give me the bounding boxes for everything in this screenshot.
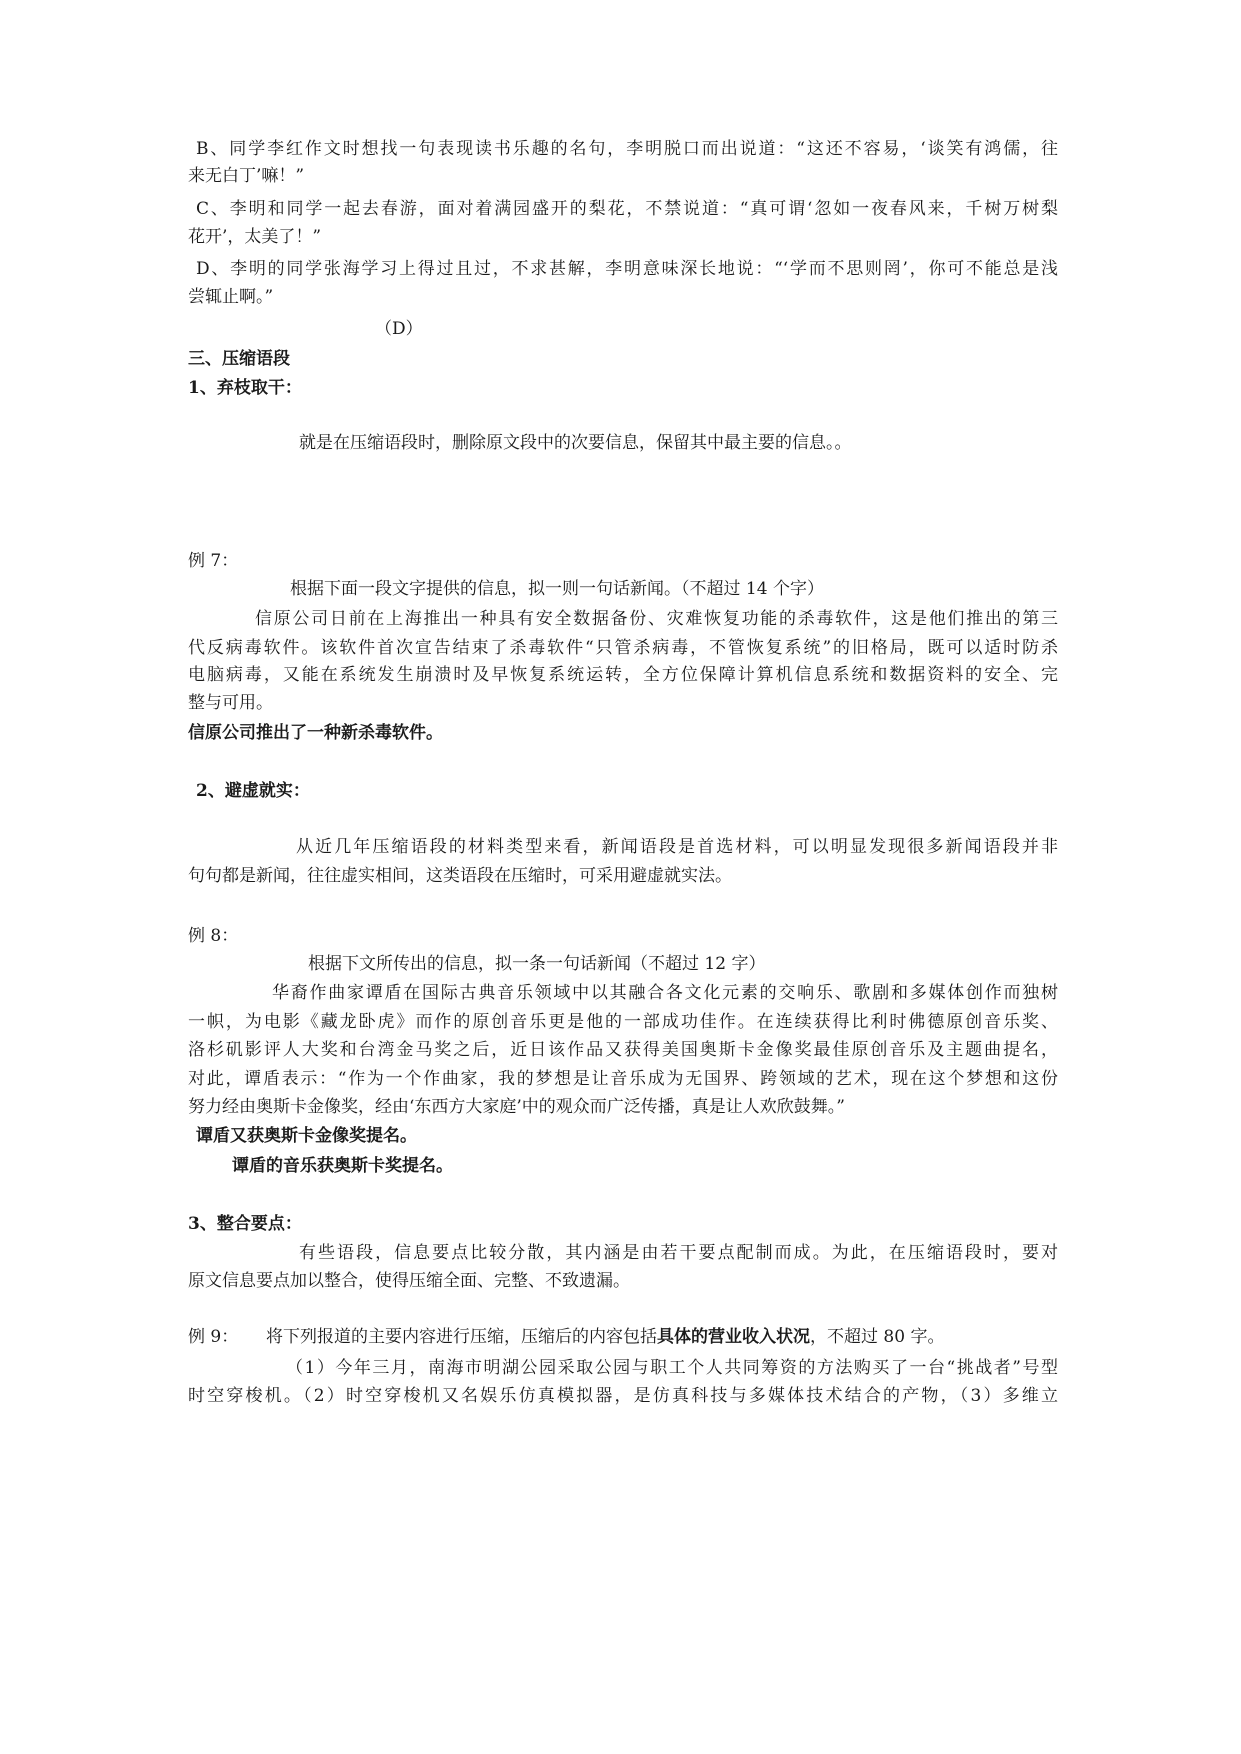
example7-label: 例 7： <box>188 551 239 571</box>
section-title: 三、压缩语段 <box>188 349 290 369</box>
example8-answer1: 谭盾又获奥斯卡金像奖提名。 <box>196 1126 417 1146</box>
option-d-line2: 尝辄止啊。” <box>188 287 274 307</box>
method2-desc-line1: 从近几年压缩语段的材料类型来看，新闻语段是首选材料，可以明显发现很多新闻语段并非 <box>296 837 1058 857</box>
example7-prompt: 根据下面一段文字提供的信息，拟一则一句话新闻。（不超过 14 个字） <box>290 579 824 599</box>
example8-para-line2: 一帜，为电影《藏龙卧虎》而作的原创音乐更是他的一部成功佳作。在连续获得比利时佛德原创音乐奖、 <box>188 1012 1058 1032</box>
option-b-line2: 来无白丁’嘛！” <box>188 166 305 186</box>
example9-prompt-pre: 将下列报道的主要内容进行压缩，压缩后的内容包括 <box>266 1327 657 1347</box>
example9-prompt-emphasis: 具体的营业收入状况 <box>657 1327 810 1347</box>
method1-desc: 就是在压缩语段时，删除原文段中的次要信息，保留其中最主要的信息。。 <box>299 433 852 453</box>
example8-para-line4: 对此，谭盾表示：“作为一个作曲家，我的梦想是让音乐成为无国界、跨领域的艺术，现在这个梦想和这份 <box>188 1069 1058 1089</box>
method3-heading: 3、整合要点： <box>188 1214 302 1234</box>
example9-para-line1: （1）今年三月，南海市明湖公园采取公园与职工个人共同筹资的方法购买了一台“挑战者”号型 <box>286 1358 1058 1378</box>
example8-para-line1: 华裔作曲家谭盾在国际古典音乐领域中以其融合各文化元素的交响乐、歌剧和多媒体创作而独树 <box>272 983 1058 1003</box>
example8-label: 例 8： <box>188 926 239 946</box>
example8-para-line5: 努力经由奥斯卡金像奖，经由‘东西方大家庭’中的观众而广泛传播，真是让人欢欣鼓舞。” <box>188 1097 845 1117</box>
example7-para-line2: 代反病毒软件。该软件首次宣告结束了杀毒软件“只管杀病毒，不管恢复系统”的旧格局，既可以适时防杀 <box>188 638 1058 658</box>
example8-answer2: 谭盾的音乐获奥斯卡奖提名。 <box>232 1156 453 1176</box>
example7-answer: 信原公司推出了一种新杀毒软件。 <box>188 723 443 743</box>
option-b-line1: B、同学李红作文时想找一句表现读书乐趣的名句，李明脱口而出说道：“这还不容易，‘谈笑有鸿儒，往 <box>196 139 1058 159</box>
option-d-line1: D、李明的同学张海学习上得过且过，不求甚解，李明意味深长地说：“‘学而不思则罔’，你可不能总是浅 <box>196 259 1058 279</box>
method3-desc-line2: 原文信息要点加以整合，使得压缩全面、完整、不致遗漏。 <box>188 1271 630 1291</box>
answer-d: （D） <box>375 319 423 339</box>
method2-desc-line2: 句句都是新闻，往往虚实相间，这类语段在压缩时，可采用避虚就实法。 <box>188 866 732 886</box>
example7-para-line4: 整与可用。 <box>188 693 273 713</box>
example9-prompt-post: ，不超过 80 字。 <box>810 1327 945 1347</box>
example7-para-line3: 电脑病毒，又能在系统发生崩溃时及早恢复系统运转，全方位保障计算机信息系统和数据资料的安全、完 <box>188 665 1058 685</box>
method3-desc-line1: 有些语段，信息要点比较分散，其内涵是由若干要点配制而成。为此，在压缩语段时，要对 <box>299 1243 1058 1263</box>
method1-heading: 1、弃枝取干： <box>188 378 302 398</box>
example9-prompt <box>266 1326 1136 1348</box>
option-c-line1: C、李明和同学一起去春游，面对着满园盛开的梨花，不禁说道：“真可谓‘忽如一夜春风来，千树万树梨 <box>196 199 1058 219</box>
example8-prompt: 根据下文所传出的信息，拟一条一句话新闻（不超过 12 字） <box>308 954 766 974</box>
example7-para-line1: 信原公司日前在上海推出一种具有安全数据备份、灾难恢复功能的杀毒软件，这是他们推出的第三 <box>255 609 1058 629</box>
example9-para-line2: 时空穿梭机。（2）时空穿梭机又名娱乐仿真模拟器，是仿真科技与多媒体技术结合的产物，（3）多维立 <box>188 1386 1058 1406</box>
option-c-line2: 花开’，太美了！” <box>188 227 322 247</box>
example8-para-line3: 洛杉矶影评人大奖和台湾金马奖之后，近日该作品又获得美国奥斯卡金像奖最佳原创音乐及主题曲提名， <box>188 1040 1058 1060</box>
example9-label: 例 9： <box>188 1327 239 1347</box>
method2-heading: 2、避虚就实： <box>196 781 310 801</box>
